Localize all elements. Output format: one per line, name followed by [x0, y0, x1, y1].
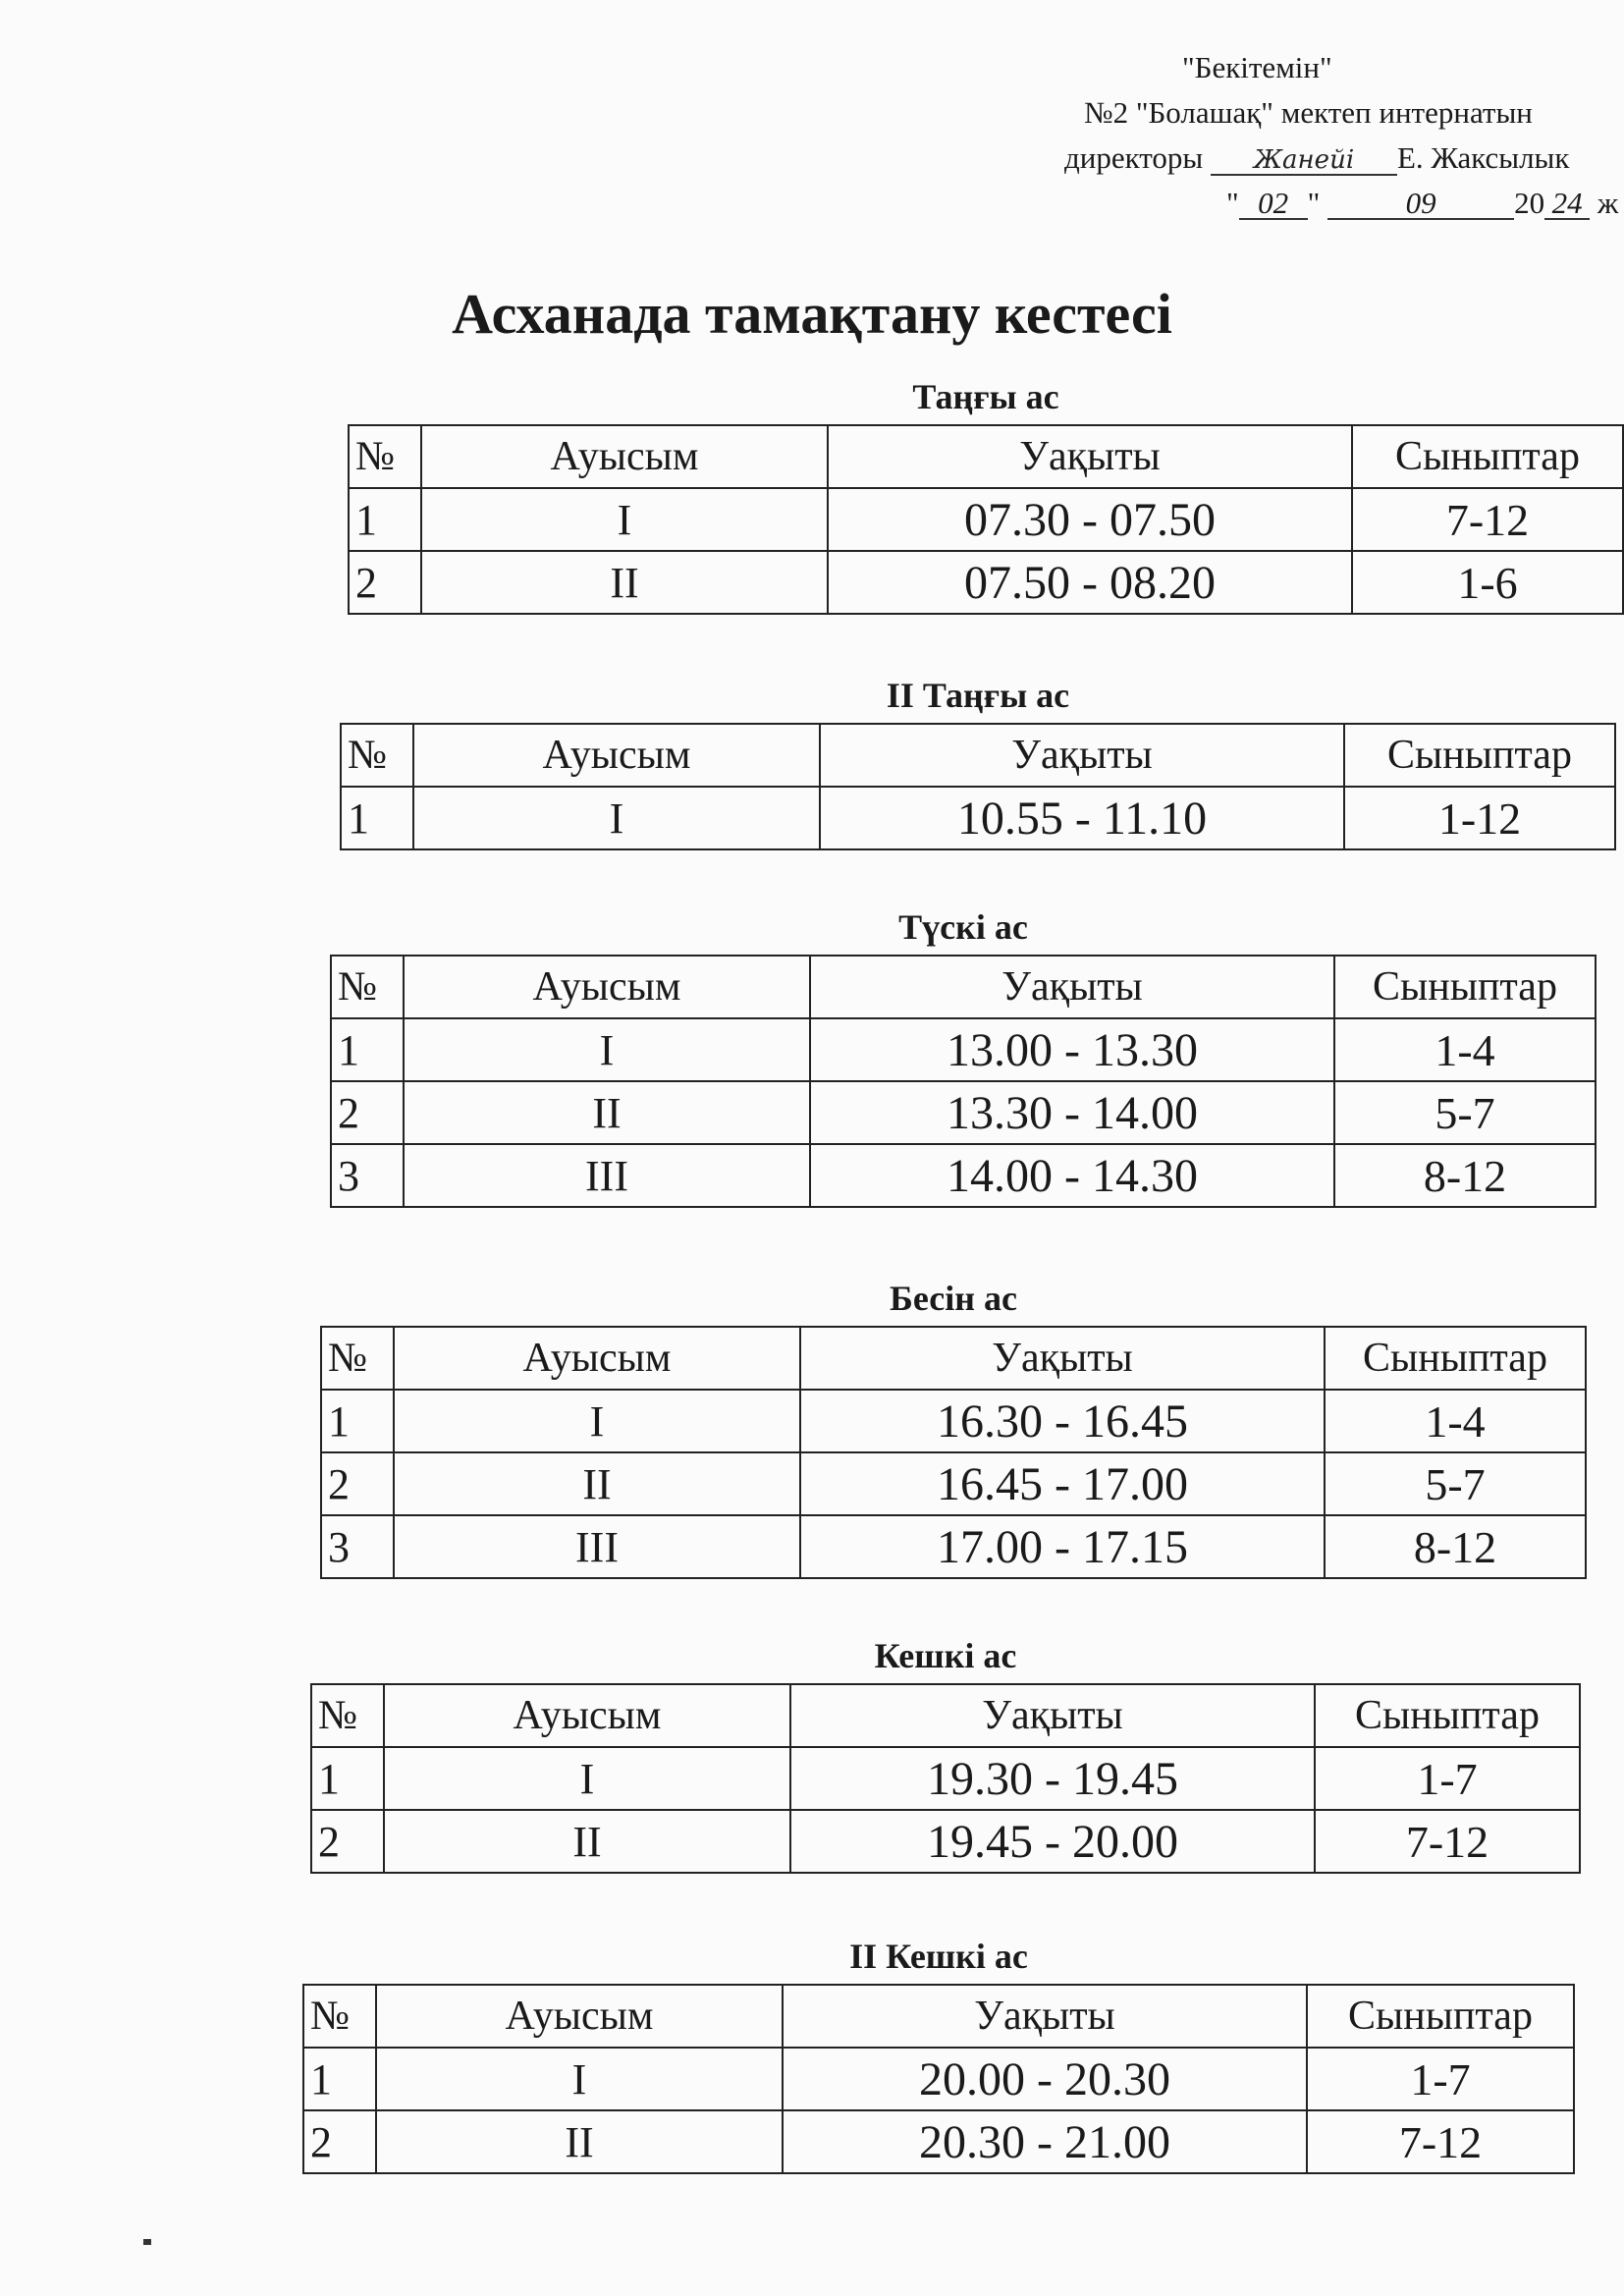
cell-shift: II	[421, 551, 828, 614]
table-header-row	[349, 425, 1623, 488]
cell-no: 1	[303, 2048, 376, 2110]
table-header-row	[321, 1327, 1586, 1390]
director-name: Е. Жаксылык	[1397, 140, 1570, 175]
table-row	[311, 1810, 1580, 1873]
approval-block	[1015, 45, 1624, 226]
table-row	[311, 1747, 1580, 1810]
meal-title: Кешкі ас	[874, 1636, 1017, 1675]
header-no: №	[303, 1985, 376, 2048]
meal-title: II Таңғы ас	[886, 676, 1070, 715]
meal-title: Таңғы ас	[912, 377, 1059, 416]
meal-section-afternoon	[320, 1279, 1587, 1579]
cell-shift: III	[394, 1515, 800, 1578]
header-shift: Ауысым	[413, 724, 820, 787]
approval-director-line	[1015, 136, 1624, 181]
scan-speck	[143, 2239, 151, 2245]
cell-classes: 8-12	[1334, 1144, 1596, 1207]
cell-no: 1	[349, 488, 421, 551]
cell-time: 13.30 - 14.00	[810, 1081, 1334, 1144]
page-title: Асханада тамақтану кестесі	[452, 282, 1172, 346]
date-year-suffix: 24	[1544, 189, 1590, 220]
cell-no: 3	[321, 1515, 394, 1578]
date-tail: ж	[1597, 186, 1619, 220]
table-header-row	[311, 1684, 1580, 1747]
date-year-prefix: 20	[1514, 186, 1545, 220]
header-time: Уақыты	[810, 956, 1334, 1018]
director-signature: Жанейі	[1211, 146, 1397, 176]
header-no: №	[341, 724, 413, 787]
cell-shift: II	[376, 2110, 783, 2173]
cell-classes: 1-7	[1315, 1747, 1580, 1810]
cell-time: 16.30 - 16.45	[800, 1390, 1325, 1452]
meal-title: Бесін ас	[890, 1279, 1017, 1318]
approval-school: №2 "Болашақ" мектеп интернатын	[1084, 95, 1533, 130]
cell-shift: II	[394, 1452, 800, 1515]
header-no: №	[311, 1684, 384, 1747]
cell-shift: I	[413, 787, 820, 849]
cell-shift: I	[421, 488, 828, 551]
cell-no: 1	[311, 1747, 384, 1810]
approval-date: " 02 " 09 20 24 ж	[1226, 186, 1619, 220]
meal-title: II Кешкі ас	[849, 1937, 1028, 1976]
cell-classes: 1-12	[1344, 787, 1615, 849]
cell-time: 19.30 - 19.45	[790, 1747, 1315, 1810]
cell-time: 14.00 - 14.30	[810, 1144, 1334, 1207]
cell-shift: I	[394, 1390, 800, 1452]
meal-section-lunch	[330, 907, 1597, 1208]
cell-classes: 1-6	[1352, 551, 1623, 614]
header-classes: Сыныптар	[1315, 1684, 1580, 1747]
cell-classes: 8-12	[1325, 1515, 1586, 1578]
header-shift: Ауысым	[404, 956, 810, 1018]
cell-classes: 7-12	[1352, 488, 1623, 551]
cell-time: 10.55 - 11.10	[820, 787, 1344, 849]
table-row	[341, 787, 1615, 849]
date-month: 09	[1327, 189, 1514, 220]
cell-classes: 7-12	[1315, 1810, 1580, 1873]
meal-section-second-dinner	[302, 1937, 1575, 2174]
cell-time: 07.50 - 08.20	[828, 551, 1352, 614]
table-row	[303, 2048, 1574, 2110]
schedule-table	[330, 955, 1597, 1208]
table-row	[303, 2110, 1574, 2173]
schedule-table	[310, 1683, 1581, 1874]
header-time: Уақыты	[828, 425, 1352, 488]
approval-heading: "Бекітемін"	[1182, 50, 1332, 84]
cell-time: 16.45 - 17.00	[800, 1452, 1325, 1515]
header-time: Уақыты	[820, 724, 1344, 787]
table-row	[321, 1390, 1586, 1452]
cell-shift: II	[404, 1081, 810, 1144]
header-time: Уақыты	[790, 1684, 1315, 1747]
table-header-row	[331, 956, 1596, 1018]
table-row	[321, 1452, 1586, 1515]
cell-classes: 1-7	[1307, 2048, 1574, 2110]
table-header-row	[341, 724, 1615, 787]
cell-classes: 7-12	[1307, 2110, 1574, 2173]
header-classes: Сыныптар	[1325, 1327, 1586, 1390]
header-classes: Сыныптар	[1352, 425, 1623, 488]
cell-time: 13.00 - 13.30	[810, 1018, 1334, 1081]
cell-no: 2	[303, 2110, 376, 2173]
meal-section-second-breakfast	[340, 676, 1616, 850]
cell-no: 3	[331, 1144, 404, 1207]
cell-shift: I	[376, 2048, 783, 2110]
cell-no: 2	[331, 1081, 404, 1144]
header-shift: Ауысым	[394, 1327, 800, 1390]
cell-time: 17.00 - 17.15	[800, 1515, 1325, 1578]
director-label: директоры	[1064, 140, 1204, 175]
table-row	[349, 551, 1623, 614]
meal-section-breakfast	[348, 377, 1624, 615]
cell-no: 2	[311, 1810, 384, 1873]
cell-time: 20.00 - 20.30	[783, 2048, 1307, 2110]
cell-time: 20.30 - 21.00	[783, 2110, 1307, 2173]
header-classes: Сыныптар	[1307, 1985, 1574, 2048]
header-no: №	[331, 956, 404, 1018]
header-no: №	[349, 425, 421, 488]
table-row	[331, 1144, 1596, 1207]
cell-time: 07.30 - 07.50	[828, 488, 1352, 551]
schedule-table	[340, 723, 1616, 850]
table-row	[331, 1081, 1596, 1144]
header-time: Уақыты	[783, 1985, 1307, 2048]
cell-no: 1	[341, 787, 413, 849]
cell-classes: 1-4	[1334, 1018, 1596, 1081]
header-time: Уақыты	[800, 1327, 1325, 1390]
meal-section-dinner	[310, 1636, 1581, 1874]
date-day: 02	[1239, 189, 1308, 220]
table-row	[349, 488, 1623, 551]
schedule-table	[348, 424, 1624, 615]
table-row	[321, 1515, 1586, 1578]
meal-title: Түскі ас	[898, 907, 1028, 947]
cell-classes: 5-7	[1334, 1081, 1596, 1144]
header-no: №	[321, 1327, 394, 1390]
header-shift: Ауысым	[421, 425, 828, 488]
cell-shift: I	[384, 1747, 790, 1810]
header-shift: Ауысым	[376, 1985, 783, 2048]
cell-classes: 1-4	[1325, 1390, 1586, 1452]
schedule-table	[320, 1326, 1587, 1579]
cell-classes: 5-7	[1325, 1452, 1586, 1515]
cell-no: 2	[321, 1452, 394, 1515]
cell-shift: II	[384, 1810, 790, 1873]
table-row	[331, 1018, 1596, 1081]
cell-no: 1	[321, 1390, 394, 1452]
cell-shift: I	[404, 1018, 810, 1081]
header-shift: Ауысым	[384, 1684, 790, 1747]
schedule-table	[302, 1984, 1575, 2174]
table-header-row	[303, 1985, 1574, 2048]
cell-shift: III	[404, 1144, 810, 1207]
cell-time: 19.45 - 20.00	[790, 1810, 1315, 1873]
cell-no: 2	[349, 551, 421, 614]
header-classes: Сыныптар	[1334, 956, 1596, 1018]
header-classes: Сыныптар	[1344, 724, 1615, 787]
cell-no: 1	[331, 1018, 404, 1081]
